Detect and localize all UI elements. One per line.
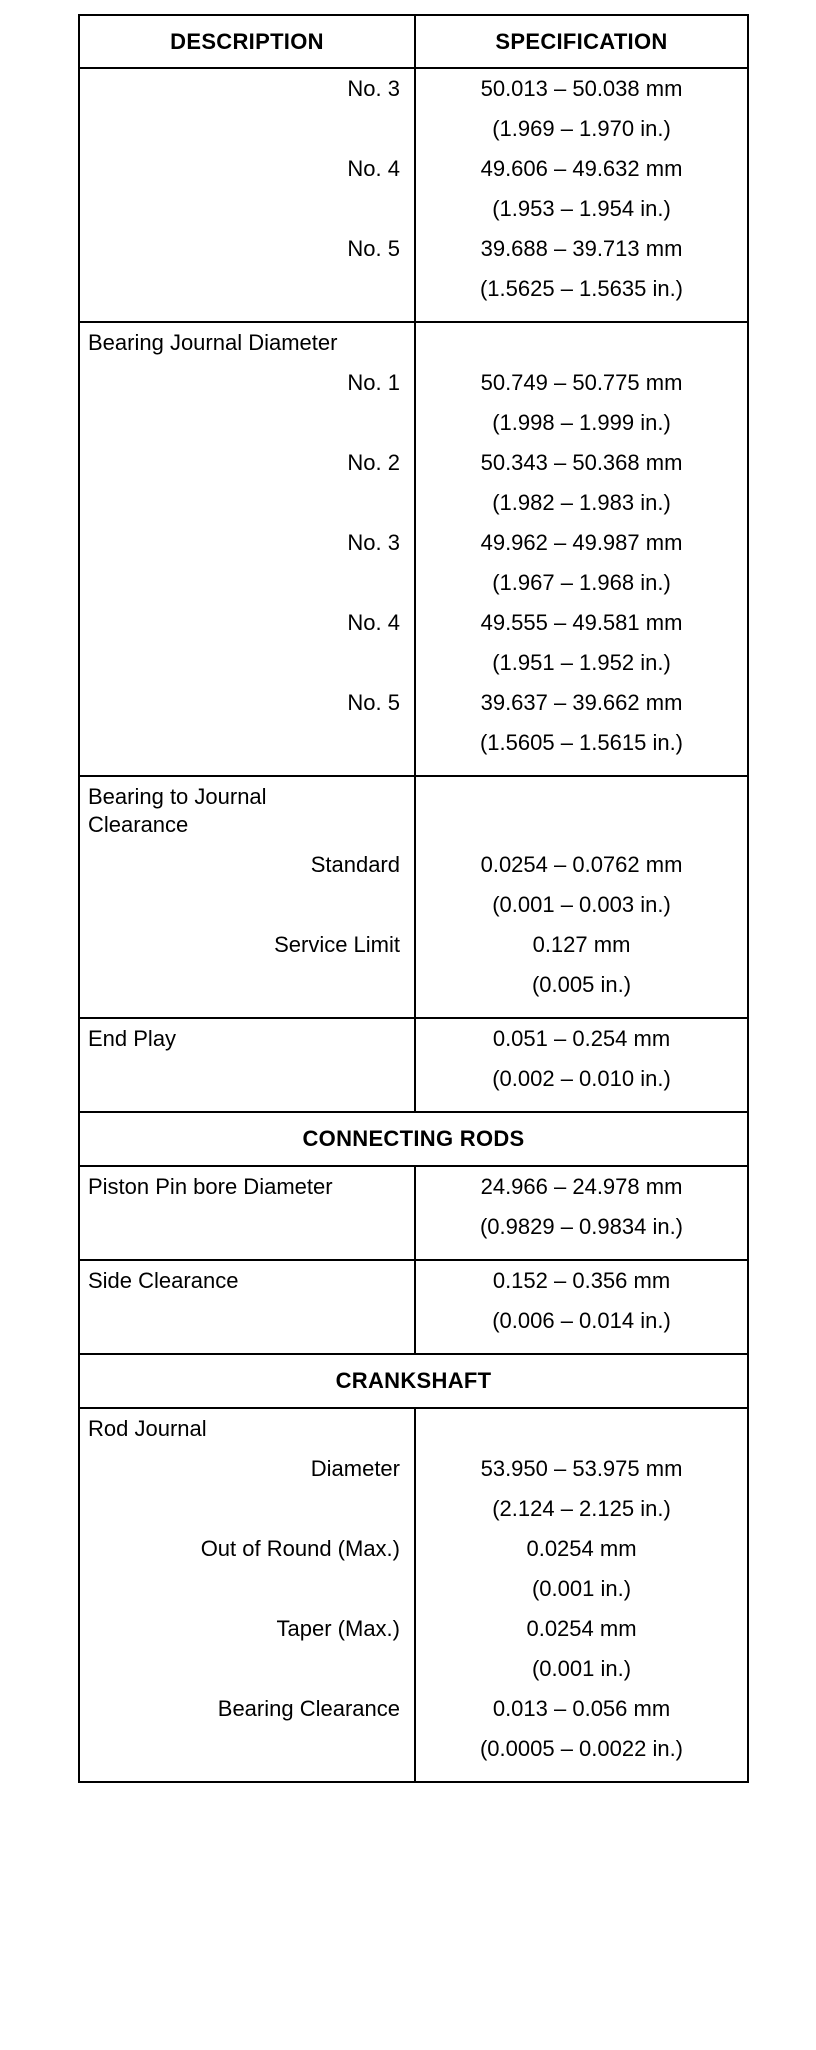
description-cell [80, 323, 416, 775]
specification-cell [416, 323, 747, 775]
metric-value: 0.051 – 0.254 mm [492, 1026, 671, 1051]
specification-cell [416, 1019, 747, 1111]
metric-value: 0.0254 mm [526, 1616, 637, 1641]
imperial-value: (1.998 – 1.999 in.) [492, 410, 671, 435]
item-label-spacer [80, 885, 414, 925]
table-header [80, 16, 747, 69]
specification-cell [416, 69, 747, 321]
item-label: No. 3 [347, 76, 400, 101]
metric-value: 39.688 – 39.713 mm [480, 236, 683, 261]
item-label: Service Limit [274, 932, 400, 957]
specification-cell [416, 777, 747, 1017]
imperial-value: (1.5625 – 1.5635 in.) [479, 276, 684, 301]
item-label-spacer [80, 1059, 414, 1099]
metric-value: 49.555 – 49.581 mm [480, 610, 683, 635]
imperial-value: (0.9829 – 0.9834 in.) [479, 1214, 684, 1239]
description-cell [80, 1019, 416, 1111]
item-label: No. 5 [347, 690, 400, 715]
item-label-spacer [80, 1729, 414, 1769]
item-label-spacer [80, 563, 414, 603]
item-label-spacer [80, 269, 414, 309]
specification-cell [416, 1167, 747, 1259]
metric-value: 50.013 – 50.038 mm [480, 76, 683, 101]
piston-pin-label: Piston Pin bore Diameter [88, 1174, 333, 1199]
piston-pin-section [80, 1167, 747, 1261]
bearing-journal-diameter-section [80, 323, 747, 777]
item-label: No. 2 [347, 450, 400, 475]
item-label-spacer [80, 189, 414, 229]
section-title: Rod Journal [88, 1416, 207, 1441]
metric-value: 49.962 – 49.987 mm [480, 530, 683, 555]
item-label-spacer [80, 483, 414, 523]
rod-journal-section [80, 1409, 747, 1781]
imperial-value: (0.005 in.) [531, 972, 632, 997]
description-cell [80, 1409, 416, 1781]
item-label-spacer [80, 723, 414, 763]
item-label-spacer [80, 403, 414, 443]
section-title-line2: Clearance [88, 812, 189, 837]
metric-value: 39.637 – 39.662 mm [480, 690, 683, 715]
description-header: DESCRIPTION [80, 16, 416, 67]
item-label-spacer [80, 109, 414, 149]
metric-value: 0.152 – 0.356 mm [492, 1268, 671, 1293]
description-cell [80, 777, 416, 1017]
item-label: Taper (Max.) [276, 1616, 400, 1641]
spec-spacer [416, 1409, 747, 1449]
metric-value: 49.606 – 49.632 mm [480, 156, 683, 181]
item-label: Diameter [310, 1456, 400, 1481]
imperial-value: (1.951 – 1.952 in.) [492, 650, 671, 675]
imperial-value: (1.953 – 1.954 in.) [492, 196, 671, 221]
metric-value: 0.0254 mm [526, 1536, 637, 1561]
item-label-spacer [80, 1301, 414, 1341]
item-label: No. 3 [347, 530, 400, 555]
imperial-value: (0.0005 – 0.0022 in.) [479, 1736, 684, 1761]
item-label: No. 1 [347, 370, 400, 395]
metric-value: 50.343 – 50.368 mm [480, 450, 683, 475]
imperial-value: (1.5605 – 1.5615 in.) [479, 730, 684, 755]
item-label: No. 5 [347, 236, 400, 261]
item-label: No. 4 [347, 610, 400, 635]
item-label-spacer [80, 1489, 414, 1529]
imperial-value: (0.001 in.) [531, 1576, 632, 1601]
imperial-value: (0.006 – 0.014 in.) [492, 1308, 671, 1333]
bearing-clearance-section [80, 777, 747, 1019]
imperial-value: (0.001 in.) [531, 1656, 632, 1681]
item-label-spacer [80, 643, 414, 683]
metric-value: 24.966 – 24.978 mm [480, 1174, 683, 1199]
crankshaft-title: CRANKSHAFT [80, 1355, 747, 1409]
section-title-line1: Bearing to Journal [88, 784, 267, 809]
spec-spacer [416, 777, 747, 845]
imperial-value: (1.967 – 1.968 in.) [492, 570, 671, 595]
main-journal-section [80, 69, 747, 323]
side-clearance-section [80, 1261, 747, 1355]
metric-value: 0.013 – 0.056 mm [492, 1696, 671, 1721]
description-cell [80, 69, 416, 321]
metric-value: 50.749 – 50.775 mm [480, 370, 683, 395]
imperial-value: (1.969 – 1.970 in.) [492, 116, 671, 141]
item-label: Standard [310, 852, 400, 877]
imperial-value: (1.982 – 1.983 in.) [492, 490, 671, 515]
metric-value: 0.127 mm [532, 932, 631, 957]
connecting-rods-title: CONNECTING RODS [80, 1113, 747, 1167]
description-cell [80, 1167, 416, 1259]
spec-table [78, 14, 749, 1783]
end-play-section [80, 1019, 747, 1113]
end-play-label: End Play [88, 1026, 177, 1051]
section-title: Bearing Journal Diameter [88, 330, 338, 355]
spec-spacer [416, 323, 747, 363]
item-label-spacer [80, 1207, 414, 1247]
specification-header: SPECIFICATION [495, 28, 668, 54]
item-label-spacer [80, 1569, 414, 1609]
imperial-value: (2.124 – 2.125 in.) [492, 1496, 671, 1521]
specification-cell [416, 1261, 747, 1353]
metric-value: 53.950 – 53.975 mm [480, 1456, 683, 1481]
description-cell [80, 1261, 416, 1353]
imperial-value: (0.002 – 0.010 in.) [492, 1066, 671, 1091]
item-label-spacer [80, 965, 414, 1005]
side-clearance-label: Side Clearance [88, 1268, 239, 1293]
item-label-spacer [80, 1649, 414, 1689]
item-label: Out of Round (Max.) [200, 1536, 400, 1561]
item-label: Bearing Clearance [217, 1696, 400, 1721]
item-label: No. 4 [347, 156, 400, 181]
specification-cell [416, 1409, 747, 1781]
metric-value: 0.0254 – 0.0762 mm [480, 852, 683, 877]
imperial-value: (0.001 – 0.003 in.) [492, 892, 671, 917]
